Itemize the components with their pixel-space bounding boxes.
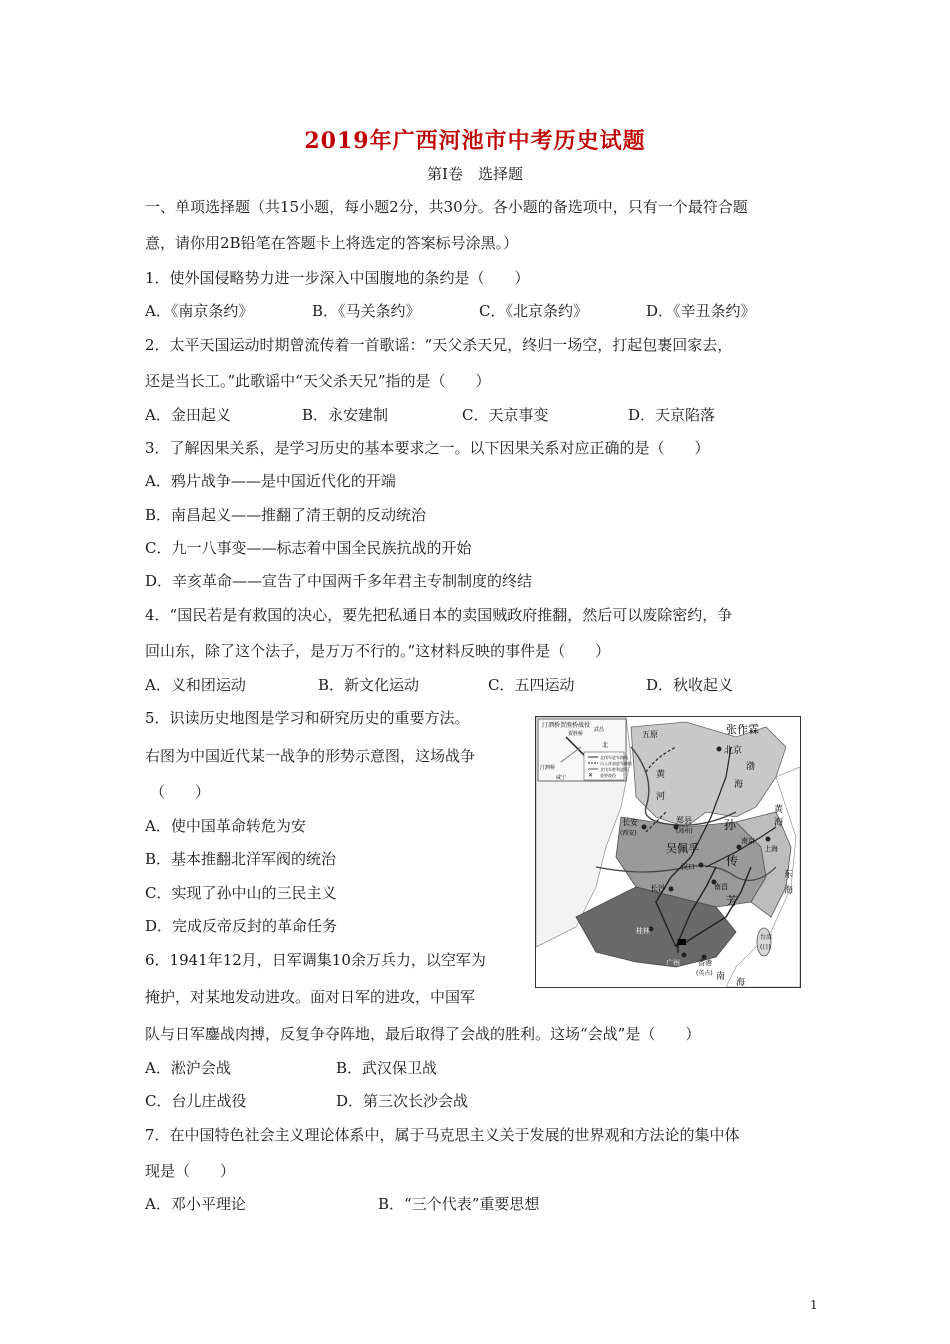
page-number: 1 [810,1298,818,1312]
map-legend-1: 北伐军进军路线 [600,755,628,760]
question-3-option-d: D．辛亥革命——宣告了中国两千多年君主专制制度的终结 [145,572,533,590]
instructions-line-2: 意，请你用2B铅笔在答题卡上将选定的答案标号涂黑。） [145,234,519,252]
map-label-zhengzhou: (郑州) [676,828,693,835]
question-5-option-d: D．完成反帝反封的革命任务 [145,917,338,935]
map-label-hai1: 海 [734,780,744,790]
map-label-nanchang: 南昌 [714,883,728,891]
question-5-stem-2: 右图为中国近代某一战争的形势示意图，这场战争 [145,747,476,765]
question-1-option-b: B．《马关条约》 [312,302,421,320]
question-2-stem-1: 2．太平天国运动时期曾流传着一首歌谣：“天父杀天兄，终归一场空，打起包裹回家去， [145,336,733,354]
question-6-option-d: D．第三次长沙会战 [336,1092,469,1110]
map-inset-north: 北 [602,742,609,749]
question-6-option-b: B．武汉保卫战 [336,1059,438,1077]
question-3-stem: 3．了解因果关系，是学习历史的基本要求之一。以下因果关系对应正确的是（ ） [145,439,710,457]
map-label-hongkong: 香港 [698,959,712,967]
map-label-bo: 渤 [746,762,756,772]
map-label-beijing: 北京 [724,746,743,756]
question-2-option-c: C．天京事变 [462,406,549,424]
section-heading: 第Ⅰ卷 选择题 [427,165,523,183]
map-label-fang: 芳 [726,894,739,908]
map-inset-xianning: 咸宁 [556,775,567,781]
map-label-zhengxian: 郑县 [676,816,692,825]
question-3-option-b: B．南昌起义——推翻了清王朝的反动统治 [145,506,427,524]
map-label-changsha: 长沙 [650,884,666,893]
map-label-nanjing: 南京 [741,837,755,845]
map-label-taiwan: 台湾 [760,934,773,941]
map-inset-wuchang: 武昌 [594,727,605,733]
map-inset-tingsiqiao: 汀泗桥 [540,765,556,771]
map-label-taiwan2: (日) [760,944,771,951]
question-7-stem-1: 7．在中国特色社会主义理论体系中，属于马克思主义关于发展的世界观和方法论的集中体 [145,1126,740,1144]
map-label-wupeifu: 吴佩孚 [666,842,699,855]
map-legend-2: 冯玉祥部进军路线 [600,761,632,766]
question-5-option-a: A．使中国革命转危为安 [145,817,306,835]
question-4-option-a: A．义和团运动 [145,676,246,694]
question-1-option-a: A．《南京条约》 [145,302,254,320]
question-2-option-a: A．金田起义 [145,406,231,424]
question-2-option-d: D．天京陷落 [628,406,716,424]
question-7-option-b: B．“三个代表”重要思想 [378,1195,540,1213]
question-5-stem-1: 5．识读历史地图是学习和研究历史的重要方法。 [145,709,470,727]
map-label-nanhai-2: 海 [736,978,746,987]
map-label-huanghai-1: 黄 [774,805,784,815]
question-1-option-d: D．《辛丑条约》 [646,302,756,320]
map-label-guilin: 桂林 [636,927,650,935]
question-5-option-b: B．基本推翻北洋军阀的统治 [145,850,337,868]
question-3-option-c: C．九一八事变——标志着中国全民族抗战的开始 [145,539,472,557]
question-2-option-b: B．永安建制 [302,406,389,424]
map-label-donghai-1: 东 [784,870,794,880]
question-6-stem-1: 6．1941年12月，日军调集10余万兵力，以空军为 [145,951,486,969]
question-7-stem-2: 现是（ ） [145,1162,236,1180]
question-1-stem: 1．使外国侵略势力进一步深入中国腹地的条约是（ ） [145,269,530,287]
map-legend-3: 北伐军胜利进军 [600,767,628,772]
question-5-option-c: C．实现了孙中山的三民主义 [145,884,337,902]
question-6-stem-2: 掩护，对某地发动进攻。面对日军的进攻，中国军 [145,988,476,1006]
map-label-guangzhou: 广州 [666,959,680,967]
question-4-option-b: B．新文化运动 [318,676,420,694]
map-inset-title: 汀泗桥贺胜桥战役 [542,722,591,729]
question-1-option-c: C．《北京条约》 [479,302,588,320]
map-inset-heshengqiao: 贺胜桥 [568,731,584,737]
question-4-stem-2: 回山东，除了这个法子，是万万不行的。”这材料反映的事件是（ ） [145,642,611,660]
question-4-option-d: D．秋收起义 [646,676,734,694]
map-label-he: 河 [656,792,666,802]
map-label-chuan: 传 [726,854,739,868]
map-label-yinggu: (英占) [696,970,713,977]
question-6-stem-3: 队与日军鏖战肉搏，反复争夺阵地，最后取得了会战的胜利。这场“会战”是（ ） [145,1025,701,1043]
question-2-stem-2: 还是当长工。”此歌谣中“天父杀天兄”指的是（ ） [145,372,491,390]
map-label-huanghai-2: 海 [774,818,784,828]
map-label-xian: (西安) [620,830,637,837]
map-label-changan: 长安 [622,818,638,827]
map-label-wuyuan: 五原 [642,730,658,739]
question-6-option-a: A．淞沪会战 [145,1059,231,1077]
question-3-option-a: A．鸦片战争——是中国近代化的开端 [145,472,396,490]
question-5-stem-3: （ ） [150,783,211,801]
map-label-huang: 黄 [656,770,666,780]
map-label-panyu: (番禺) [664,970,681,977]
map-label-sun: 孙 [724,818,737,832]
exam-title: 2019年广西河池市中考历史试题 [304,128,646,154]
map-label-hankou: 汉口 [681,863,695,871]
map-label-nanhai-1: 南 [716,972,726,982]
map-label-shanghai: 上海 [764,845,778,853]
map-graphic [536,717,800,987]
question-4-option-c: C．五四运动 [488,676,575,694]
map-legend-4: 重要战役 [600,773,616,778]
question-6-option-c: C．台儿庄战役 [145,1092,247,1110]
map-label-donghai-2: 海 [784,886,794,896]
question-4-stem-1: 4．“国民若是有救国的决心，要先把私通日本的卖国贼政府推翻，然后可以废除密约，争 [145,606,733,624]
map-label-zhangzuolin: 张作霖 [726,723,759,736]
question-7-option-a: A．邓小平理论 [145,1195,246,1213]
instructions-line-1: 一、单项选择题（共15小题，每小题2分，共30分。各小题的备选项中，只有一个最符合题 [145,198,748,216]
svg-text:✕: ✕ [588,772,594,779]
northern-expedition-map [535,716,801,988]
